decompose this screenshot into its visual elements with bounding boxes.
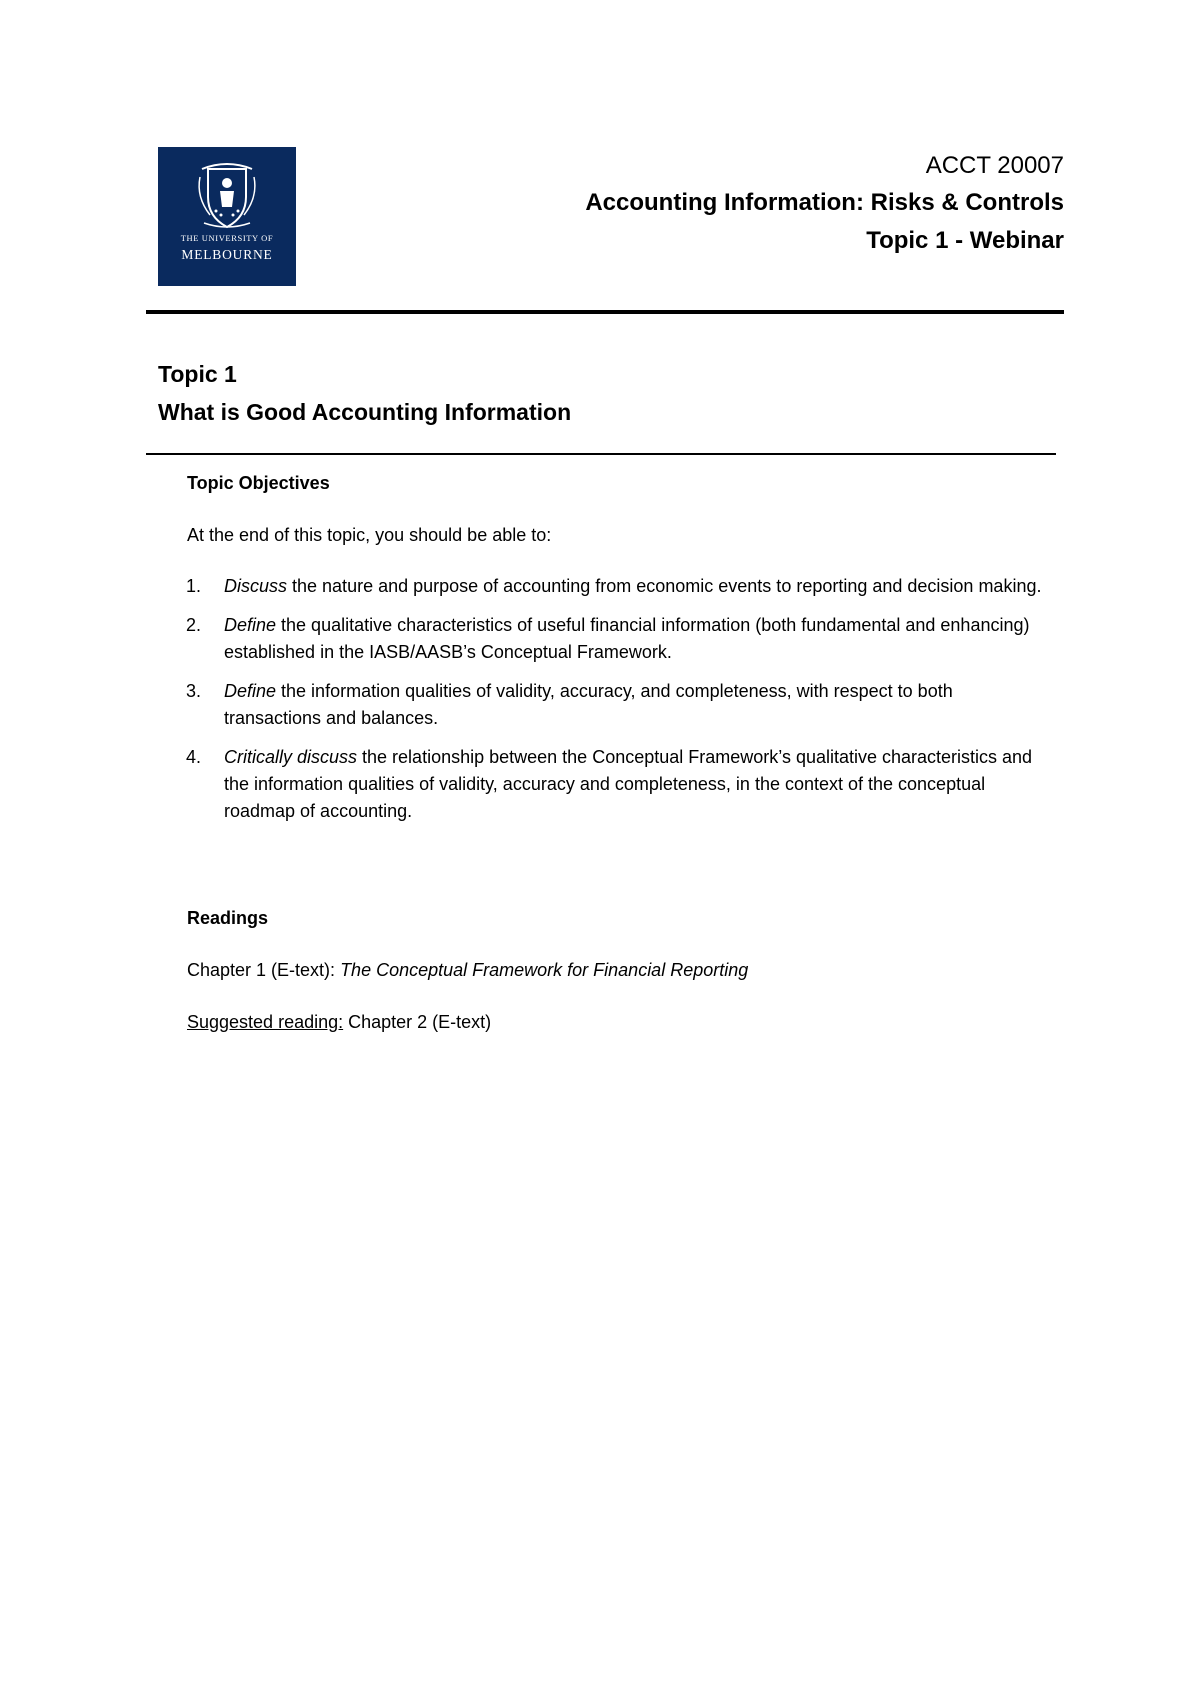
logo-line-2: MELBOURNE xyxy=(181,247,273,262)
item-number: 1. xyxy=(186,576,202,596)
item-number: 2. xyxy=(186,615,202,635)
list-item xyxy=(174,744,1054,825)
topic-title: What is Good Accounting Information xyxy=(158,399,572,425)
list-item xyxy=(174,612,1054,666)
course-code: ACCT 20007 xyxy=(925,152,1064,179)
objectives-list xyxy=(174,573,1054,837)
suggested-label: Suggested reading: xyxy=(187,1012,344,1032)
item-verb: Critically discuss xyxy=(224,747,358,767)
suggested-text: Chapter 2 (E-text) xyxy=(343,1012,492,1032)
item-text: the relationship between the Conceptual Framework’s qualitative characteristics and the information qualities of validity, accuracy and completeness, in the context of the conceptual roadmap of accounting. xyxy=(224,747,1033,821)
university-logo xyxy=(158,147,296,286)
item-number: 4. xyxy=(186,747,202,767)
item-verb: Define xyxy=(224,681,277,701)
item-text: the qualitative characteristics of useful financial information (both fundamental and enhancing) established in the IASB/AASB’s Conceptual Framework. xyxy=(224,615,1030,662)
topic-divider xyxy=(146,453,1056,455)
item-verb: Discuss xyxy=(224,576,288,596)
list-item xyxy=(174,573,1054,600)
logo-line-1: THE UNIVERSITY OF xyxy=(180,233,274,243)
suggested-reading xyxy=(187,1009,491,1036)
topic-number: Topic 1 xyxy=(158,361,237,387)
course-title: Accounting Information: Risks & Controls xyxy=(585,189,1064,216)
required-reading xyxy=(187,957,748,984)
item-number: 3. xyxy=(186,681,202,701)
objectives-heading: Topic Objectives xyxy=(187,473,330,493)
session-title: Topic 1 - Webinar xyxy=(866,227,1064,254)
header-divider xyxy=(146,310,1064,314)
reading-chapter: Chapter 1 (E-text): xyxy=(187,960,341,980)
reading-title: The Conceptual Framework for Financial Reporting xyxy=(340,960,749,980)
list-item xyxy=(174,678,1054,732)
crest-icon xyxy=(158,147,296,286)
item-text: the nature and purpose of accounting from economic events to reporting and decision making. xyxy=(287,576,1042,596)
item-text: the information qualities of validity, accuracy, and completeness, with respect to both transactions and balances. xyxy=(224,681,953,728)
readings-heading: Readings xyxy=(187,908,269,928)
objectives-intro: At the end of this topic, you should be able to: xyxy=(187,525,552,545)
item-verb: Define xyxy=(224,615,277,635)
